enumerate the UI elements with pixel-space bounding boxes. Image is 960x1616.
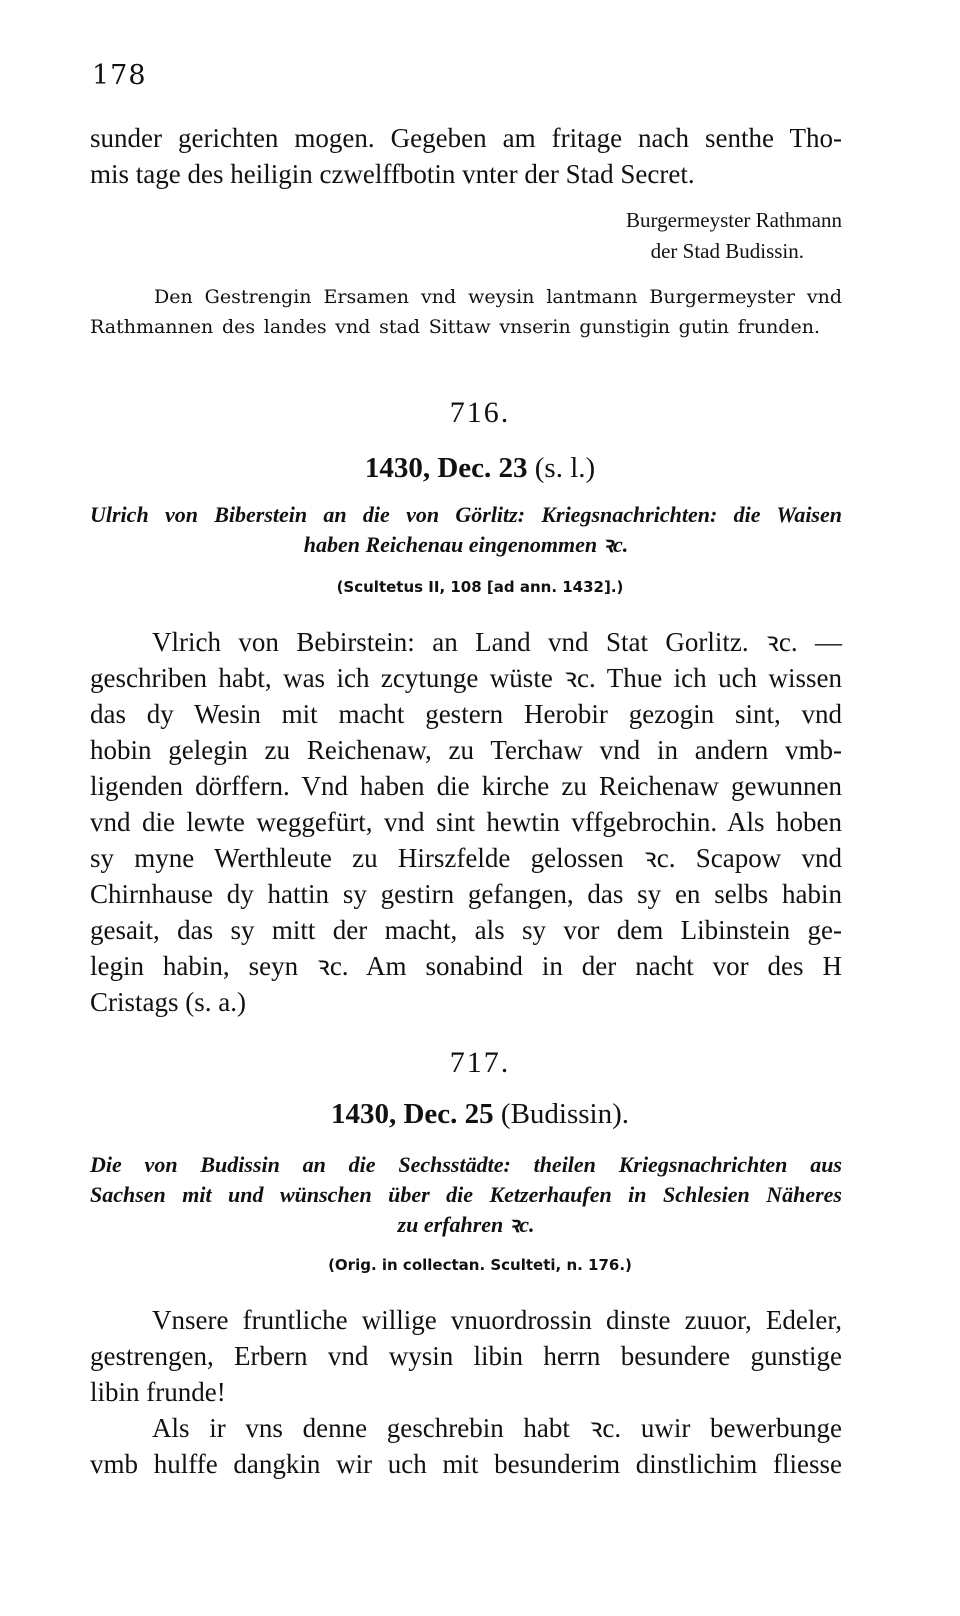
regest <box>90 500 842 560</box>
regest-line: haben Reichenau eingenommen ꝛc. <box>303 532 629 557</box>
text-line: sy myne Werthleute zu Hirszfelde gelossen ꝛc. Scapow vnd <box>90 843 842 873</box>
text-line: Cristags (s. a.) <box>90 987 246 1017</box>
text-line: Vlrich von Bebirstein: an Land vnd Stat Gorlitz. ꝛc. — <box>152 627 842 657</box>
text-line: gesait, das sy mitt der macht, als sy vor dem Libinstein ge- <box>90 915 842 945</box>
address-line: Rathmannen des landes vnd stad Sittaw vnserin gunstigin gutin frunden. <box>90 316 820 338</box>
source-note: (Orig. in collectan. Sculteti, n. 176.) <box>328 1256 632 1274</box>
document-text <box>90 624 842 1020</box>
signature-line: Burgermeyster Rathmann <box>626 208 842 232</box>
regest-line: zu erfahren ꝛc. <box>397 1212 535 1237</box>
text-line: sunder gerichten mogen. Gegeben am fritage nach senthe Tho- <box>90 123 842 153</box>
text-line: gestrengen, Erbern vnd wysin libin herrn besundere gunstige <box>90 1341 842 1371</box>
date-bold: 1430, Dec. 23 <box>364 452 528 484</box>
regest-line: Ulrich von Biberstein an die von Görlitz: Kriegsnachrichten: die Waisen <box>90 502 842 527</box>
document-date <box>0 1098 960 1131</box>
document-text <box>90 1302 842 1482</box>
document-date <box>0 452 960 485</box>
regest <box>90 1150 842 1240</box>
text-line: Vnsere fruntliche willige vnuordrossin dinste zuuor, Edeler, <box>152 1305 842 1335</box>
regest-line: Die von Budissin an die Sechsstädte: theilen Kriegsnachrichten aus <box>90 1152 842 1177</box>
date-place: (Budissin). <box>493 1098 630 1130</box>
text-line: geschriben habt, was ich zcytunge wüste ꝛc. Thue ich uch wissen <box>90 663 842 693</box>
text-line: das dy Wesin mit macht gestern Herobir gezogin sint, vnd <box>90 699 842 729</box>
signature-line: der Stad Budissin. <box>650 239 804 263</box>
document-number: 716. <box>449 396 511 429</box>
address-line: Den Gestrengin Ersamen vnd weysin lantmann Burgermeyster vnd <box>154 286 842 308</box>
continuation-text <box>90 120 842 192</box>
page-number: 178 <box>92 60 147 91</box>
text-line: vmb hulffe dangkin wir uch mit besunderim dinstlichim fliesse <box>90 1449 842 1479</box>
text-line: mis tage des heiligin czwelffbotin vnter der Stad Secret. <box>90 159 695 189</box>
document-number: 717. <box>449 1046 511 1079</box>
source-note: (Scultetus II, 108 [ad ann. 1432].) <box>336 578 624 596</box>
address <box>90 282 842 342</box>
text-line: Als ir vns denne geschrebin habt ꝛc. uwir bewerbunge <box>152 1413 842 1443</box>
signature <box>626 208 842 264</box>
date-place: (s. l.) <box>527 452 596 484</box>
text-line: hobin gelegin zu Reichenaw, zu Terchaw vnd in andern vmb- <box>90 735 842 765</box>
date-bold: 1430, Dec. 25 <box>330 1098 494 1130</box>
text-line: Chirnhause dy hattin sy gestirn gefangen, das sy en selbs habin <box>90 879 842 909</box>
text-line: ligenden dörffern. Vnd haben die kirche zu Reichenaw gewunnen <box>90 771 842 801</box>
text-line: libin frunde! <box>90 1377 226 1407</box>
text-line: vnd die lewte weggefürt, vnd sint hewtin vffgebrochin. Als hoben <box>90 807 842 837</box>
regest-line: Sachsen mit und wünschen über die Ketzerhaufen in Schlesien Näheres <box>90 1182 842 1207</box>
text-line: legin habin, seyn ꝛc. Am sonabind in der nacht vor des H <box>90 951 842 981</box>
